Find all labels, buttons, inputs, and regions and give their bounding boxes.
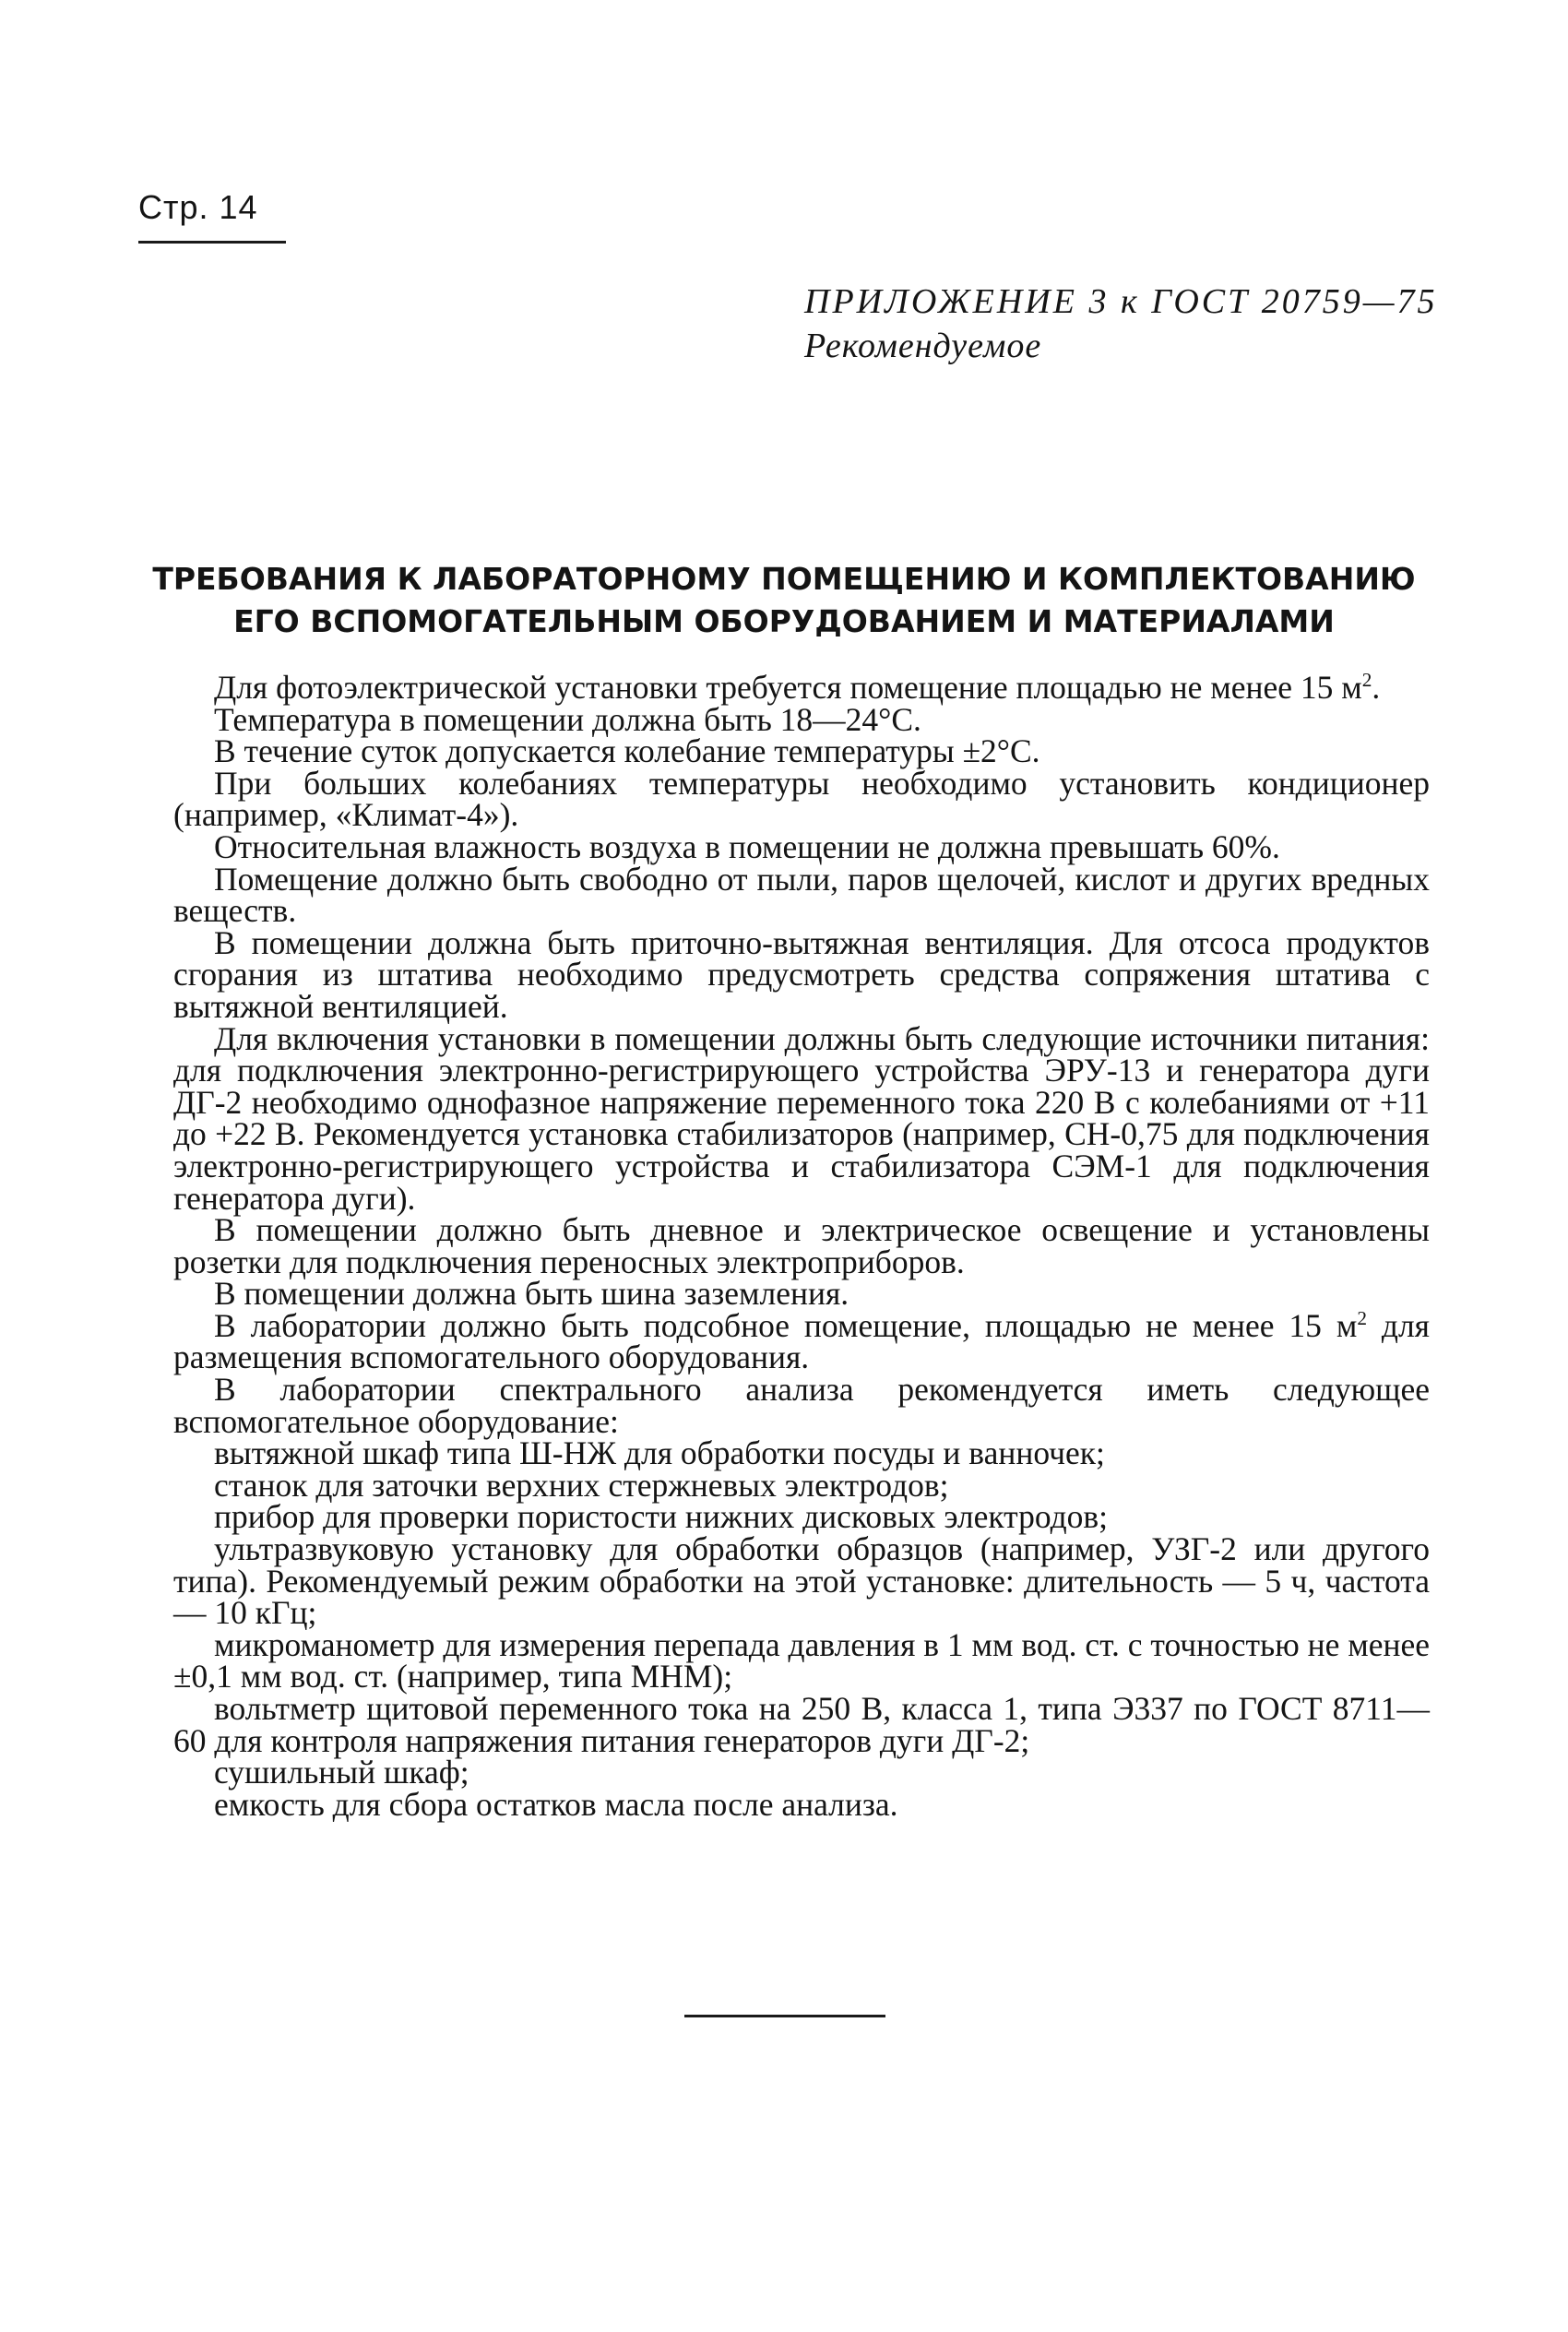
- paragraph-room-area-text: Для фотоэлектрической установки требуется помещение площадью не менее 15 м: [214, 669, 1362, 706]
- list-item-oil-container: емкость для сбора остатков масла после анализа.: [214, 1785, 898, 1823]
- list-item-porosity-tester: прибор для проверки пористости нижних дисковых электродов;: [214, 1498, 1109, 1536]
- list-item-fume-hood: вытяжной шкаф типа Ш-НЖ для обработки посуды и ванночек;: [214, 1434, 1105, 1472]
- paragraph-auxiliary-room-end: для размещения вспомогательного оборудования.: [173, 1306, 1430, 1376]
- paragraph-dust: Помещение должно быть свободно от пыли, паров щелочей, кислот и других вредных веществ.: [173, 860, 1430, 930]
- list-item-micromanometer: микроманометр для измерения перепада давления в 1 мм вод. ст. с точностью не менее ±0,1 мм вод. ст. (например, типа МНМ);: [173, 1625, 1430, 1695]
- appendix-status: Рекомендуемое: [804, 327, 1042, 365]
- paragraph-ventilation: В помещении должна быть приточно-вытяжная вентиляция. Для отсоса продуктов сгорания из штатива необходимо предусмотреть средства сопряжения штатива с вытяжной вентиляцией.: [173, 923, 1430, 1025]
- end-rule: [684, 2015, 885, 2017]
- list-item-voltmeter: вольтметр щитовой переменного тока на 250 В, класса 1, типа Э337 по ГОСТ 8711—60 для контроля напряжения питания генераторов дуги ДГ-2;: [173, 1690, 1430, 1759]
- paragraph-auxiliary-room: [173, 1306, 1430, 1376]
- paragraph-temperature-fluctuation: В течение суток допускается колебание температуры ±2°С.: [214, 732, 1040, 770]
- document-body: [173, 669, 1430, 1823]
- list-item-drying-cabinet: сушильный шкаф;: [214, 1754, 469, 1791]
- superscript-2: 2: [1357, 1307, 1367, 1330]
- paragraph-lighting: В помещении должно быть дневное и электрическое освещение и установлены розетки для подключения переносных электроприборов.: [173, 1211, 1430, 1280]
- paragraph-air-conditioner: При больших колебаниях температуры необходимо установить кондиционер (например, «Климат-4»).: [173, 764, 1430, 834]
- appendix-title: ПРИЛОЖЕНИЕ 3 к ГОСТ 20759—75: [804, 282, 1438, 321]
- paragraph-auxiliary-room-text: В лаборатории должно быть подсобное помещение, площадью не менее 15 м: [214, 1306, 1358, 1344]
- superscript-2: 2: [1361, 669, 1372, 692]
- paragraph-room-area-end: .: [1372, 669, 1381, 706]
- paragraph-temperature: Температура в помещении должна быть 18—24°С.: [214, 700, 921, 738]
- paragraph-equipment-intro: В лаборатории спектрального анализа рекомендуется иметь следующее вспомогательное оборудование:: [173, 1371, 1430, 1440]
- document-title-line-2: ЕГО ВСПОМОГАТЕЛЬНЫМ ОБОРУДОВАНИЕМ И МАТЕРИАЛАМИ: [233, 603, 1335, 639]
- document-title: [138, 558, 1430, 643]
- appendix-block: [804, 280, 1438, 368]
- paragraph-room-area: [173, 669, 1430, 706]
- page-header: [138, 189, 286, 244]
- paragraph-humidity: Относительная влажность воздуха в помещении не должна превышать 60%.: [214, 827, 1280, 865]
- list-item-sharpening-machine: станок для заточки верхних стержневых электродов;: [214, 1466, 949, 1504]
- document-title-line-1: ТРЕБОВАНИЯ К ЛАБОРАТОРНОМУ ПОМЕЩЕНИЮ И КОМПЛЕКТОВАНИЮ: [152, 561, 1416, 597]
- page-header-rule: [138, 241, 286, 244]
- paragraph-power-supply: Для включения установки в помещении должны быть следующие источники питания: для подключения электронно-регистрирующего устройства ЭРУ-13 и генератора дуги ДГ-2 необходимо однофазное напряжение переменного тока 220 В с колебаниями от +11 до +22 В. Рекомендуется установка стабилизаторов (например, СН-0,75 для подключения электронно-регистрирующего устройства и стабилизатора СЭМ-1 для подключения генератора дуги).: [173, 1019, 1430, 1217]
- list-item-ultrasonic-unit: ультразвуковую установку для обработки образцов (например, УЗГ-2 или другого типа). Рекомендуемый режим обработки на этой установке: длительность — 5 ч, частота — 10 кГц;: [173, 1530, 1430, 1632]
- page-number: Стр. 14: [138, 188, 258, 226]
- paragraph-grounding: В помещении должна быть шина заземления.: [214, 1275, 849, 1313]
